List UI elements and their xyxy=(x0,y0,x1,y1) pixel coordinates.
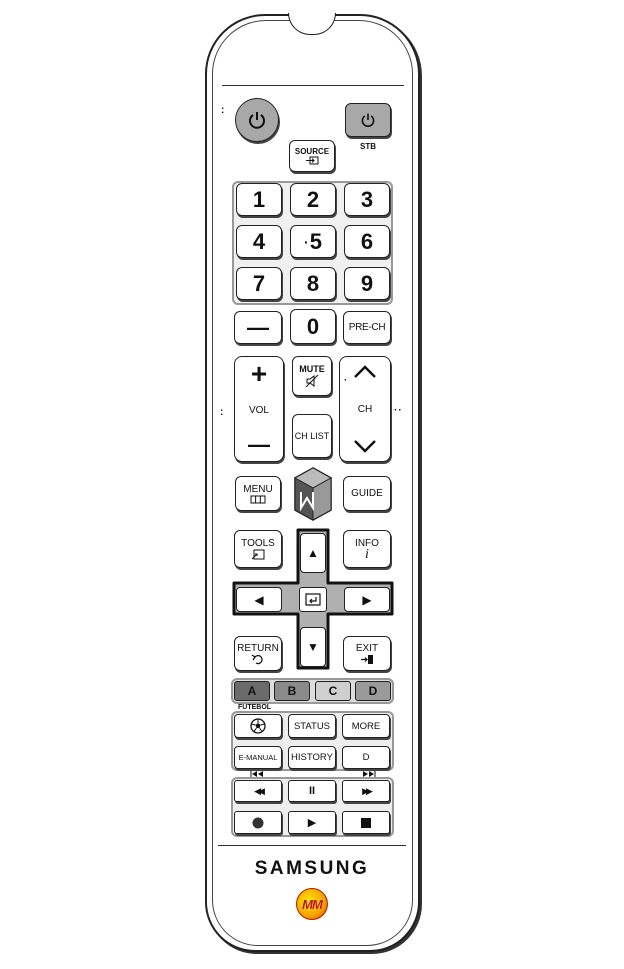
input-icon xyxy=(305,156,319,165)
tactile-dots: ·· xyxy=(394,405,403,416)
tactile-dot: · xyxy=(344,375,349,386)
right-arrow-label: ▶ xyxy=(362,592,372,607)
brand-logo-text: MM xyxy=(302,896,322,912)
volume-rocker[interactable] xyxy=(234,356,284,462)
return-label: RETURN xyxy=(237,642,279,654)
source-label: SOURCE xyxy=(294,147,330,156)
return-button[interactable] xyxy=(234,636,282,671)
rewind-label: ◀◀ xyxy=(254,785,262,796)
mute-speaker-icon xyxy=(305,374,319,388)
record-icon xyxy=(252,817,264,829)
color-key-a-label: A xyxy=(247,684,257,698)
menu-grid-icon xyxy=(250,495,266,504)
pause-button[interactable] xyxy=(288,780,336,802)
tactile-dot: · xyxy=(304,233,309,250)
volume-up-label: + xyxy=(250,358,268,389)
key-2[interactable]: 2 xyxy=(290,183,336,216)
chevron-down-icon xyxy=(353,439,377,453)
rewind-button[interactable] xyxy=(234,780,282,802)
pause-label: II xyxy=(308,785,316,797)
stb-power-button[interactable] xyxy=(345,103,391,137)
record-button[interactable] xyxy=(234,811,282,834)
chevron-up-icon xyxy=(353,365,377,379)
tactile-dots: : xyxy=(220,407,225,418)
guide-button[interactable]: GUIDE xyxy=(343,476,391,511)
stop-button[interactable] xyxy=(342,811,390,834)
info-label: INFO xyxy=(355,537,379,549)
key-5-label: 5 xyxy=(309,228,322,254)
key-8[interactable]: 8 xyxy=(290,267,336,300)
smart-hub-cube-icon xyxy=(293,466,333,522)
color-key-a[interactable] xyxy=(234,681,270,701)
color-key-d-label: D xyxy=(368,684,378,698)
smart-hub-button[interactable] xyxy=(293,466,333,522)
dpad-down-button[interactable] xyxy=(300,627,326,667)
tactile-dots: : xyxy=(221,105,226,116)
top-divider xyxy=(222,85,404,86)
down-arrow-label: ▼ xyxy=(307,640,319,654)
status-button[interactable]: STATUS xyxy=(288,714,336,738)
channel-label: CH xyxy=(357,403,373,415)
futebol-button[interactable] xyxy=(234,714,282,738)
tools-label: TOOLS xyxy=(241,538,275,549)
fast-forward-label: ▶▶ xyxy=(362,785,370,796)
key-9[interactable]: 9 xyxy=(344,267,390,300)
fast-forward-button[interactable] xyxy=(342,780,390,802)
source-button[interactable] xyxy=(289,140,335,172)
left-arrow-label: ◀ xyxy=(254,592,264,607)
more-button[interactable]: MORE xyxy=(342,714,390,738)
d-button[interactable]: D xyxy=(342,746,390,769)
menu-label: MENU xyxy=(243,483,273,495)
key-6[interactable]: 6 xyxy=(344,225,390,258)
ch-list-button[interactable] xyxy=(292,414,332,458)
power-icon xyxy=(247,110,267,130)
brand-logo xyxy=(296,888,328,920)
enter-button[interactable] xyxy=(299,587,327,612)
pre-ch-button[interactable]: PRE-CH xyxy=(343,311,391,344)
color-key-b[interactable] xyxy=(274,681,310,701)
ch-list-label: CH LIST xyxy=(294,431,330,441)
menu-button[interactable] xyxy=(235,476,281,511)
dpad-left-button[interactable] xyxy=(236,587,282,612)
mute-button[interactable] xyxy=(292,356,332,396)
volume-down-label: — xyxy=(248,432,270,457)
key-3[interactable]: 3 xyxy=(344,183,390,216)
dpad-right-button[interactable] xyxy=(344,587,390,612)
key-0[interactable]: 0 xyxy=(290,309,336,344)
color-key-c[interactable] xyxy=(315,681,351,701)
dash-button[interactable]: — xyxy=(234,311,282,344)
stop-icon xyxy=(361,818,371,828)
bottom-divider xyxy=(218,845,406,846)
stb-label: STB xyxy=(360,142,376,151)
volume-label: VOL xyxy=(248,404,269,416)
color-key-c-label: C xyxy=(328,684,338,698)
enter-icon xyxy=(305,593,321,606)
play-label: ▶ xyxy=(307,817,317,829)
exit-button[interactable] xyxy=(343,636,391,671)
key-7[interactable]: 7 xyxy=(236,267,282,300)
channel-rocker[interactable] xyxy=(339,356,391,462)
color-key-d[interactable] xyxy=(355,681,391,701)
exit-label: EXIT xyxy=(355,642,379,654)
history-button[interactable]: HISTORY xyxy=(288,746,336,769)
futebol-label: FUTEBOL xyxy=(238,704,272,711)
color-key-b-label: B xyxy=(287,684,297,698)
dpad-up-button[interactable] xyxy=(300,533,326,573)
tv-power-button[interactable] xyxy=(235,98,279,142)
exit-door-icon xyxy=(360,654,374,665)
key-5[interactable] xyxy=(290,225,336,258)
key-4[interactable]: 4 xyxy=(236,225,282,258)
info-i-icon: i xyxy=(365,546,369,562)
e-manual-button[interactable]: E-MANUAL xyxy=(234,746,282,769)
key-1[interactable]: 1 xyxy=(236,183,282,216)
return-arrow-icon xyxy=(251,654,265,665)
soccer-ball-icon xyxy=(250,718,266,734)
up-arrow-label: ▲ xyxy=(307,546,319,560)
mute-label: MUTE xyxy=(299,364,325,374)
brand-name: SAMSUNG xyxy=(254,858,370,879)
power-icon xyxy=(360,112,376,128)
play-button[interactable] xyxy=(288,811,336,834)
